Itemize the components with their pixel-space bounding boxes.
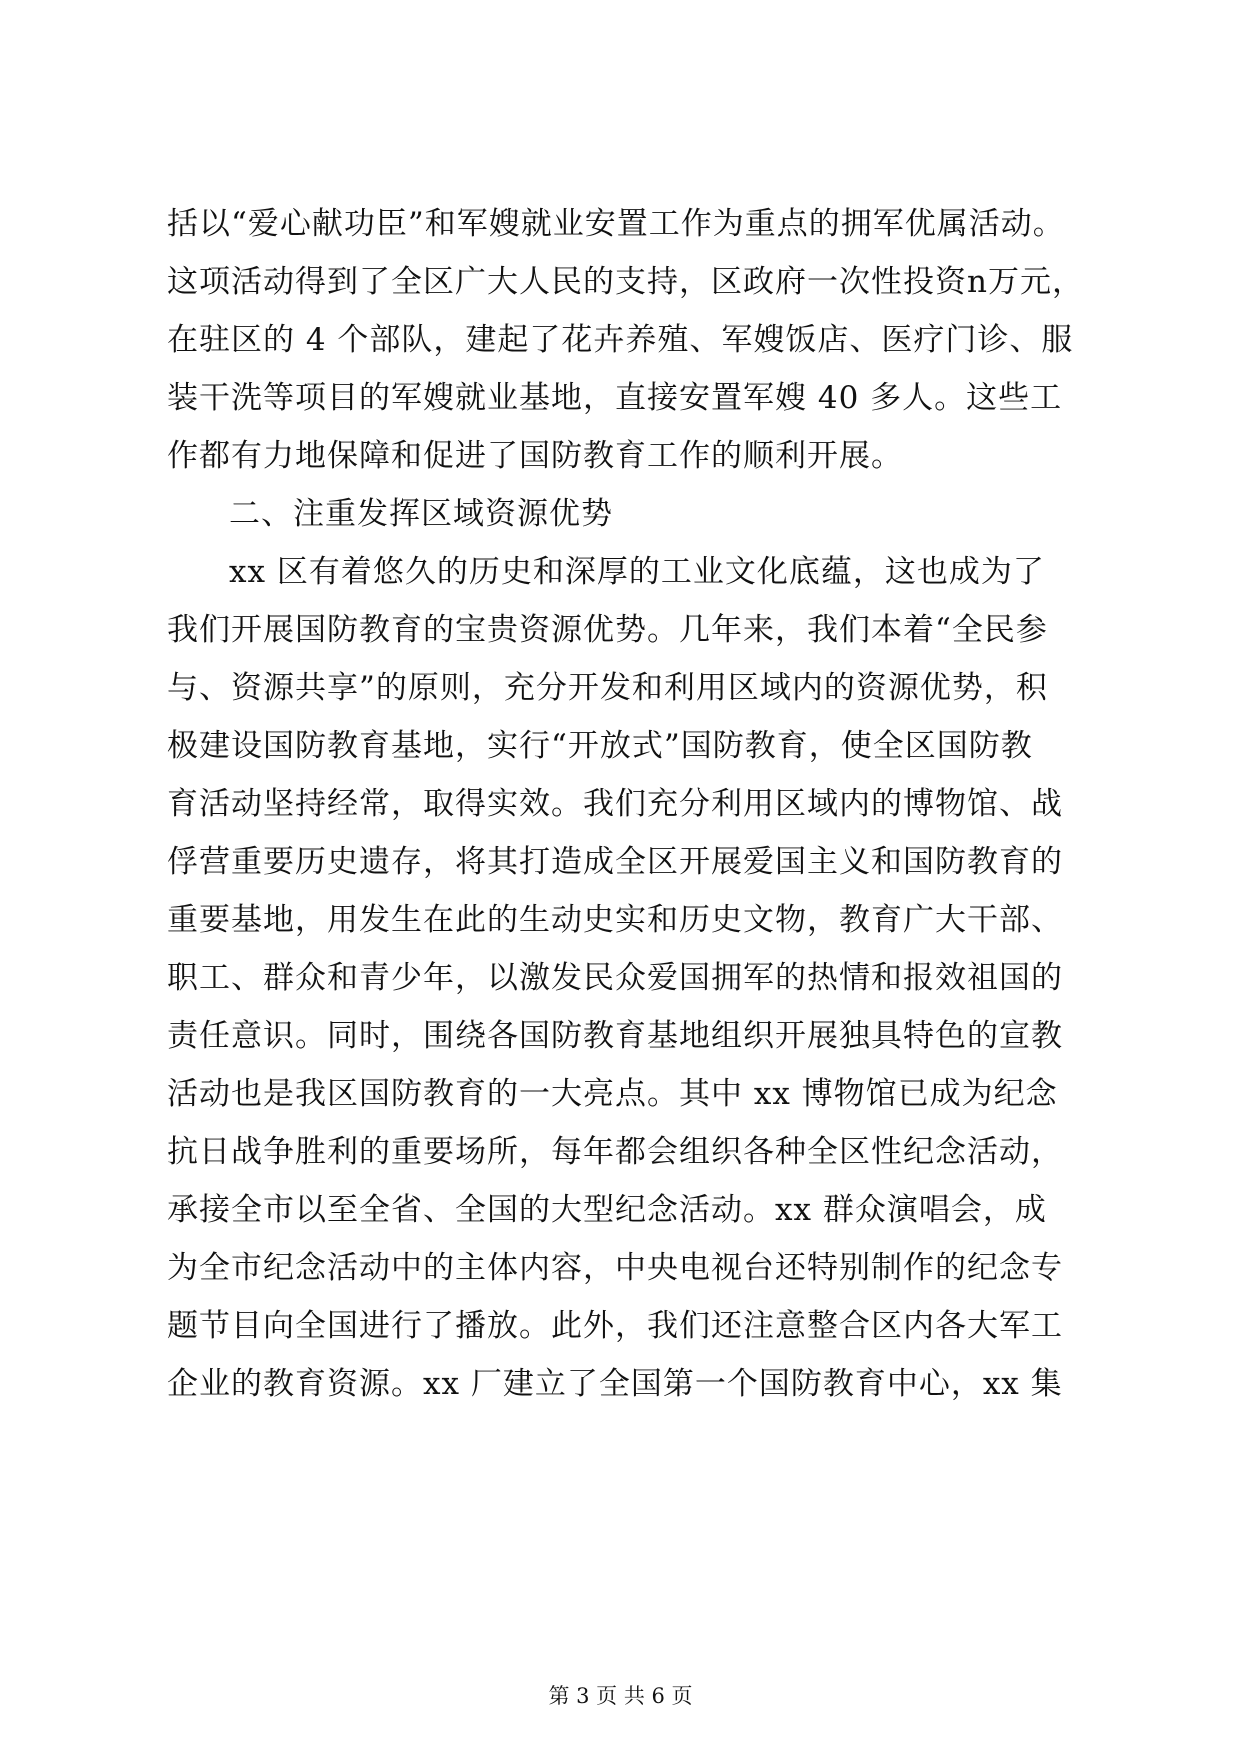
text-line: 职工、群众和青少年，以激发民众爱国拥军的热情和报效祖国的 xyxy=(167,960,1063,996)
text-line: 责任意识。同时，围绕各国防教育基地组织开展独具特色的宣教 xyxy=(167,1018,1063,1054)
section-heading: 二、注重发挥区域资源优势 xyxy=(229,496,613,532)
text-line: 活动也是我区国防教育的一大亮点。其中 xx 博物馆已成为纪念 xyxy=(167,1076,1058,1112)
text-line: 企业的教育资源。xx 厂建立了全国第一个国防教育中心，xx 集 xyxy=(167,1366,1063,1402)
text-line: 装干洗等项目的军嫂就业基地，直接安置军嫂 40 多人。这些工 xyxy=(167,380,1063,416)
text-line: 重要基地，用发生在此的生动史实和历史文物，教育广大干部、 xyxy=(167,902,1063,938)
text-line: 与、资源共享”的原则，充分开发和利用区域内的资源优势，积 xyxy=(167,670,1048,706)
text-line: xx 区有着悠久的历史和深厚的工业文化底蕴，这也成为了 xyxy=(229,554,1045,590)
text-line: 承接全市以至全省、全国的大型纪念活动。xx 群众演唱会，成 xyxy=(167,1192,1047,1228)
text-line: 在驻区的 4 个部队，建起了花卉养殖、军嫂饭店、医疗门诊、服 xyxy=(167,322,1074,358)
text-line: 括以“爱心献功臣”和军嫂就业安置工作为重点的拥军优属活动。 xyxy=(167,206,1065,242)
text-line: 育活动坚持经常，取得实效。我们充分利用区域内的博物馆、战 xyxy=(167,786,1063,822)
text-line: 这项活动得到了全区广大人民的支持，区政府一次性投资n万元， xyxy=(167,264,1084,300)
text-line: 俘营重要历史遗存，将其打造成全区开展爱国主义和国防教育的 xyxy=(167,844,1063,880)
text-line: 抗日战争胜利的重要场所，每年都会组织各种全区性纪念活动， xyxy=(167,1134,1063,1170)
text-line: 题节目向全国进行了播放。此外，我们还注意整合区内各大军工 xyxy=(167,1308,1063,1344)
text-line: 极建设国防教育基地，实行“开放式”国防教育，使全区国防教 xyxy=(167,728,1033,764)
text-line: 为全市纪念活动中的主体内容，中央电视台还特别制作的纪念专 xyxy=(167,1250,1063,1286)
page-number-footer: 第 3 页 共 6 页 xyxy=(548,1684,693,1708)
text-line: 作都有力地保障和促进了国防教育工作的顺利开展。 xyxy=(167,438,903,474)
text-line: 我们开展国防教育的宝贵资源优势。几年来，我们本着“全民参 xyxy=(167,612,1048,648)
